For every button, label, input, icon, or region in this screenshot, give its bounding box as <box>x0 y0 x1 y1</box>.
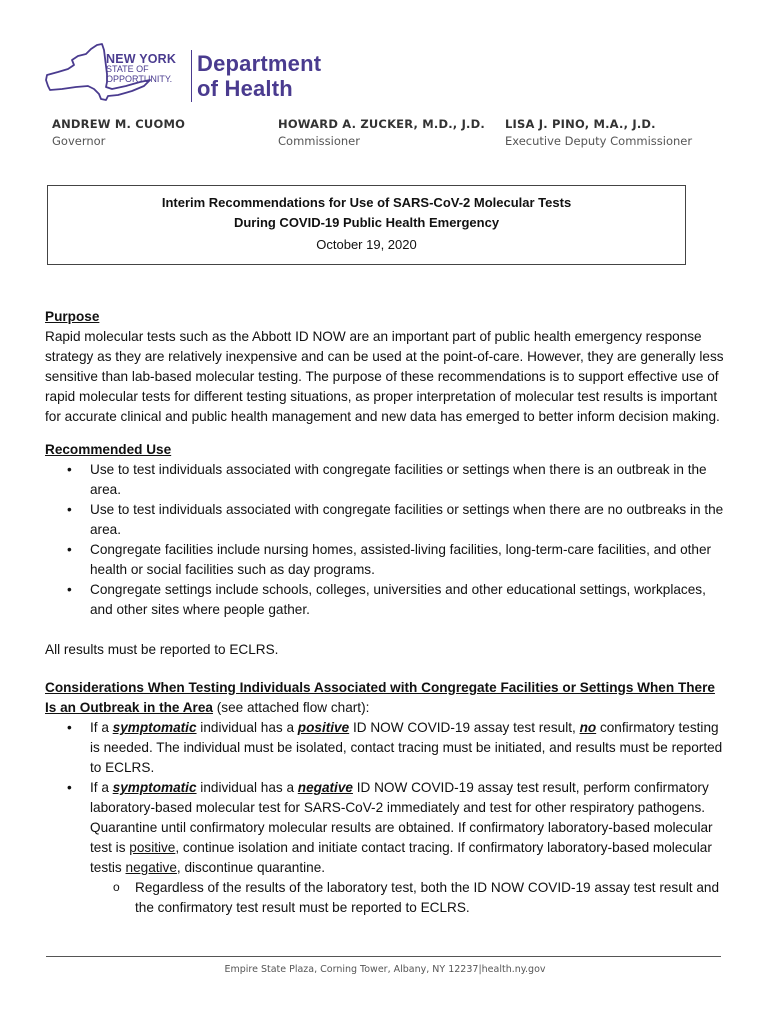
list-item: • Congregate settings include schools, colleges, universities and other educational settings, workplaces, and other sites where people gather. <box>45 580 730 620</box>
purpose-heading: Purpose <box>45 309 100 324</box>
underlined-positive: positive <box>129 840 176 855</box>
nys-wordmark <box>106 54 190 84</box>
text-run: confirmatory testing is needed. The individual must be isolated, contact tracing must be initiated, and results must be reported to ECLRS. <box>90 720 723 775</box>
official-title: Commissioner <box>278 134 360 148</box>
text-run: If a <box>90 720 113 735</box>
logo-divider <box>191 50 192 102</box>
text-run: ID NOW COVID-19 assay test result, <box>349 720 580 735</box>
emphasis-no: no <box>579 720 597 735</box>
considerations-heading-line <box>45 678 730 718</box>
official-title: Executive Deputy Commissioner <box>505 134 693 148</box>
list-item: • Congregate facilities include nursing homes, assisted-living facilities, long-term-care facilities, and other health or social facilities such as day programs. <box>45 540 730 580</box>
state-tagline-line2: OPPORTUNITY. <box>106 74 173 84</box>
document-body <box>45 307 730 918</box>
official-governor <box>52 117 185 148</box>
considerations-list <box>45 718 730 878</box>
list-item <box>45 778 730 878</box>
list-item: • Use to test individuals associated with congregate facilities or settings when there is an outbreak in the area. <box>45 460 730 500</box>
considerations-section <box>45 678 730 918</box>
official-title: Governor <box>52 134 106 148</box>
text-run: ID NOW COVID-19 assay test result, perform confirmatory laboratory-based molecular test for SARS-CoV-2 immediately and test for other respiratory pathogens. Quarantine until confirmatory molecular results are obtained. If confirmatory laboratory-based molecular test is <box>90 780 713 855</box>
text-run: , discontinue quarantine. <box>176 860 326 875</box>
official-name: HOWARD A. ZUCKER, M.D., J.D. <box>278 117 485 131</box>
recommended-use-heading: Recommended Use <box>45 442 172 457</box>
underlined-negative: negative <box>125 860 177 875</box>
considerations-sublist <box>45 878 730 918</box>
document-title-line2: During COVID-19 Public Health Emergency <box>233 215 500 230</box>
purpose-section <box>45 307 730 427</box>
document-title-box <box>47 185 686 265</box>
emphasis-symptomatic: symptomatic <box>112 780 197 795</box>
official-name: ANDREW M. CUOMO <box>52 117 186 131</box>
nys-doh-logo <box>44 42 334 104</box>
department-wordmark <box>197 51 321 101</box>
text-run: , continue isolation and initiate contact tracing. If confirmatory laboratory-based molecular testis <box>90 840 712 875</box>
department-line1: Department <box>197 51 322 76</box>
purpose-paragraph: Rapid molecular tests such as the Abbott ID NOW are an important part of public health emergency response strategy as they are relatively inexpensive and can be used at the point-of-care. However, they are generally less sensitive than lab-based molecular testing. The purpose of these recommendations is to support effective use of rapid molecular tests for different testing situations, as proper interpretation of molecular test results is important for accurate clinical and public health management and new data has emerged to better inform decision making. <box>45 329 724 424</box>
recommended-use-list <box>45 460 730 620</box>
officials-row <box>0 117 770 149</box>
considerations-heading: Considerations When Testing Individuals Associated with Congregate Facilities or Settings When There Is an Outbreak in the Area <box>45 680 715 715</box>
emphasis-negative: negative <box>297 780 353 795</box>
footer-address: Empire State Plaza, Corning Tower, Albany, NY 12237 <box>224 964 479 975</box>
document-title-line1: Interim Recommendations for Use of SARS-CoV-2 Molecular Tests <box>161 195 572 210</box>
list-item <box>45 718 730 778</box>
list-item: • Use to test individuals associated with congregate facilities or settings when there are no outbreaks in the area. <box>45 500 730 540</box>
recommended-use-section <box>45 440 730 620</box>
official-name: LISA J. PINO, M.A., J.D. <box>505 117 656 131</box>
considerations-heading-suffix: (see attached flow chart): <box>212 700 370 715</box>
emphasis-symptomatic: symptomatic <box>112 720 197 735</box>
state-tagline-line1: STATE OF <box>106 64 149 74</box>
state-name: NEW YORK <box>106 52 177 66</box>
sub-list-item: o Regardless of the results of the laboratory test, both the ID NOW COVID-19 assay test result and the confirmatory test result must be reported to ECLRS. <box>45 878 730 918</box>
department-line2: of Health <box>197 76 293 101</box>
reporting-note: All results must be reported to ECLRS. <box>45 642 279 657</box>
document-date: October 19, 2020 <box>316 237 417 252</box>
official-deputy-commissioner <box>505 117 692 148</box>
text-run: If a <box>90 780 113 795</box>
footer-divider <box>46 956 721 957</box>
official-commissioner <box>278 117 485 148</box>
emphasis-positive: positive <box>297 720 350 735</box>
text-run: individual has a <box>196 780 298 795</box>
text-run: individual has a <box>196 720 298 735</box>
footer-website: health.ny.gov <box>481 964 546 975</box>
footer-separator: | <box>478 964 482 975</box>
page-footer <box>0 964 770 975</box>
